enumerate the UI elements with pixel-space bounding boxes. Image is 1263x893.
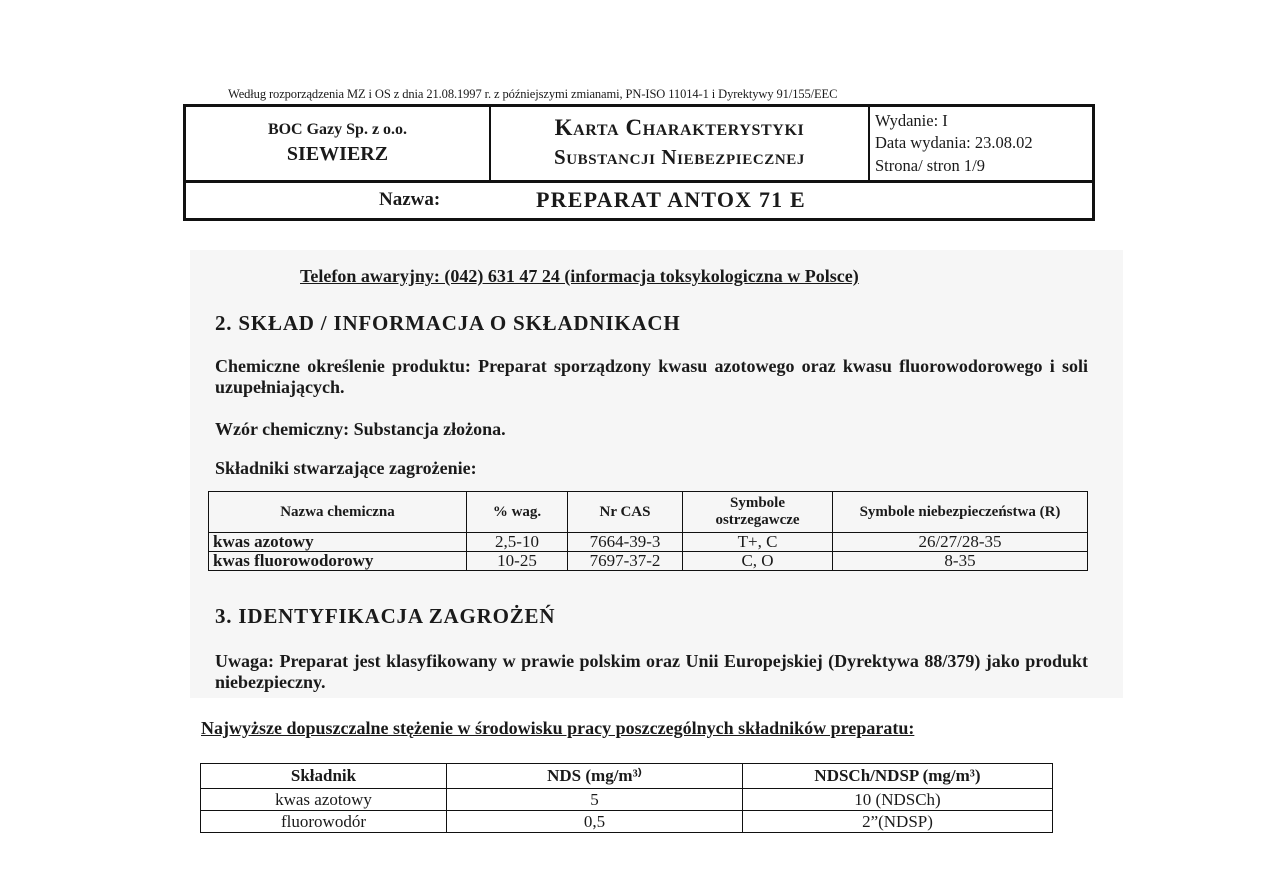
section-2-title: 2. SKŁAD / INFORMACJA O SKŁADNIKACH bbox=[215, 311, 681, 335]
table-header-cell: Nr CAS bbox=[568, 492, 683, 533]
nds-title: Najwyższe dopuszczalne stężenie w środowisku pracy poszczególnych składników preparatu: bbox=[201, 718, 915, 738]
table-cell: 5 bbox=[447, 789, 743, 811]
header-divider bbox=[868, 107, 870, 182]
table-header-cell: Składnik bbox=[201, 764, 447, 789]
table-header-cell: % wag. bbox=[467, 492, 568, 533]
header-divider bbox=[186, 180, 1092, 183]
table-cell: 10-25 bbox=[467, 552, 568, 571]
issue-date: Data wydania: 23.08.02 bbox=[875, 133, 1033, 152]
table-cell: 7697-37-2 bbox=[568, 552, 683, 571]
table-cell: C, O bbox=[683, 552, 833, 571]
product-name: PREPARAT ANTOX 71 E bbox=[536, 187, 806, 212]
chemical-description: Chemiczne określenie produktu: Preparat sporządzony kwasu azotowego oraz kwasu fluorowodorowego i soli uzupełniających. bbox=[215, 356, 1088, 397]
table-cell: 7664-39-3 bbox=[568, 533, 683, 552]
document-title-line1: Karta Charakterystyki bbox=[554, 115, 805, 140]
table-cell: kwas fluorowodorowy bbox=[209, 552, 467, 571]
section-3-title: 3. IDENTYFIKACJA ZAGROŻEŃ bbox=[215, 604, 556, 628]
table-header-cell: NDS (mg/m³⁾ bbox=[447, 764, 743, 789]
table-cell: fluorowodór bbox=[201, 811, 447, 833]
table-cell: kwas azotowy bbox=[201, 789, 447, 811]
hazard-components-table bbox=[208, 491, 1088, 571]
company-location: SIEWIERZ bbox=[286, 143, 389, 165]
emergency-phone: Telefon awaryjny: (042) 631 47 24 (informacja toksykologiczna w Polsce) bbox=[300, 266, 859, 286]
table-cell: 2”(NDSP) bbox=[743, 811, 1053, 833]
nds-table bbox=[200, 763, 1053, 833]
hazard-components-label: Składniki stwarzające zagrożenie: bbox=[215, 458, 477, 478]
table-cell: T+, C bbox=[683, 533, 833, 552]
table-row bbox=[209, 533, 1088, 552]
table-header-cell: NDSCh/NDSP (mg/m³) bbox=[743, 764, 1053, 789]
company-name: BOC Gazy Sp. z o.o. bbox=[267, 121, 408, 138]
page-number: Strona/ stron 1/9 bbox=[875, 156, 985, 175]
table-header-row bbox=[201, 764, 1053, 789]
edition: Wydanie: I bbox=[875, 111, 948, 130]
table-row bbox=[201, 789, 1053, 811]
document-header bbox=[183, 104, 1095, 221]
table-cell: 0,5 bbox=[447, 811, 743, 833]
table-row bbox=[201, 811, 1053, 833]
table-cell: 8-35 bbox=[833, 552, 1088, 571]
product-name-label: Nazwa: bbox=[379, 189, 441, 210]
table-header-row bbox=[209, 492, 1088, 533]
table-cell: 2,5-10 bbox=[467, 533, 568, 552]
chemical-formula: Wzór chemiczny: Substancja złożona. bbox=[215, 419, 506, 439]
regulation-note: Według rozporządzenia MZ i OS z dnia 21.08.1997 r. z późniejszymi zmianami, PN-ISO 11014-1 i Dyrektywy 91/155/EEC bbox=[228, 87, 838, 101]
table-row bbox=[209, 552, 1088, 571]
table-header-cell: Symbole niebezpieczeństwa (R) bbox=[833, 492, 1088, 533]
table-cell: 10 (NDSCh) bbox=[743, 789, 1053, 811]
table-header-cell: Nazwa chemiczna bbox=[209, 492, 467, 533]
document-title-line2: Substancji Niebezpiecznej bbox=[553, 145, 806, 169]
table-header-cell: Symbole ostrzegawcze bbox=[683, 492, 833, 533]
hazard-note: Uwaga: Preparat jest klasyfikowany w prawie polskim oraz Unii Europejskiej (Dyrektywa 88/379) jako produkt niebezpieczny. bbox=[215, 651, 1088, 692]
table-cell: 26/27/28-35 bbox=[833, 533, 1088, 552]
table-cell: kwas azotowy bbox=[209, 533, 467, 552]
